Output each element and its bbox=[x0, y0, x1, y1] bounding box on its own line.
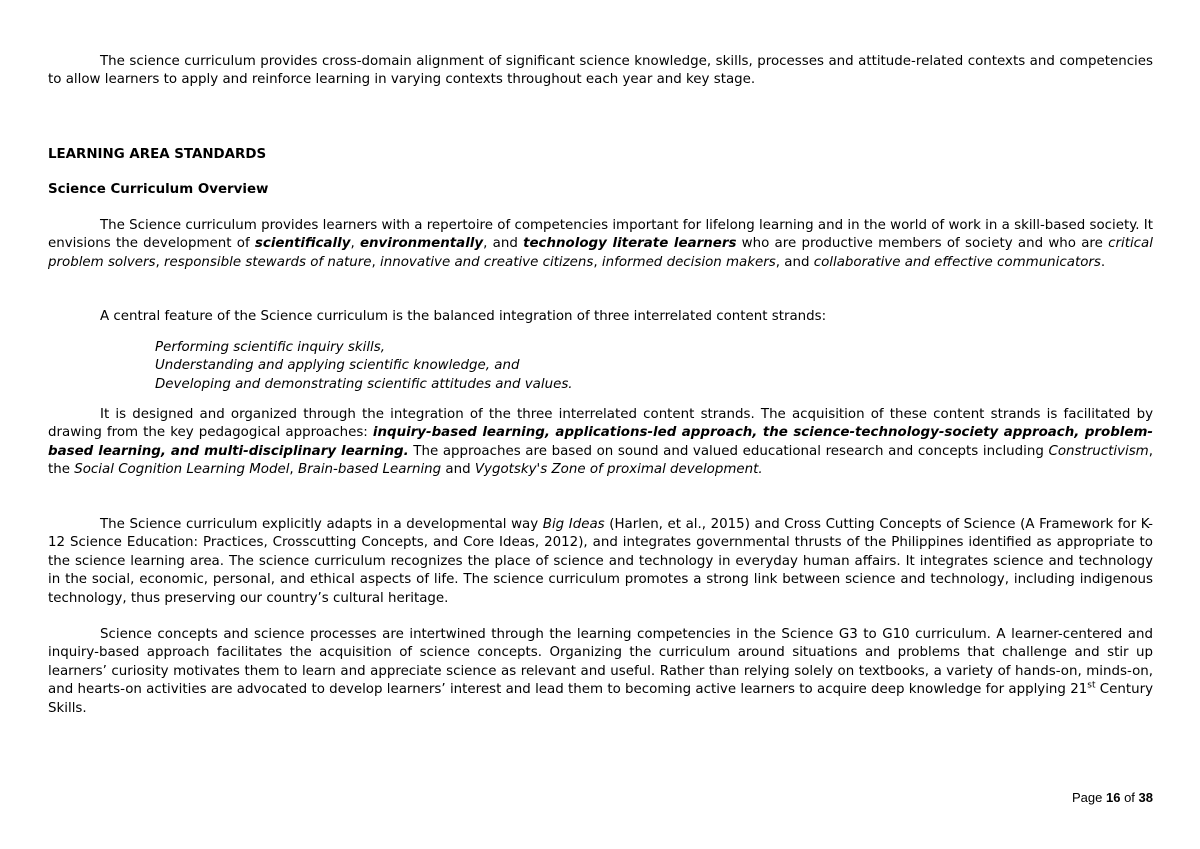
page-total: 38 bbox=[1138, 790, 1153, 805]
text-run: and bbox=[441, 462, 475, 478]
italic-constructivism: Constructivism bbox=[1048, 443, 1149, 459]
text-run: . bbox=[1100, 254, 1106, 270]
emphasis-technology-literate: technology literate learners bbox=[523, 236, 737, 252]
page-current: 16 bbox=[1105, 790, 1121, 805]
document-page bbox=[48, 0, 1153, 849]
text-run: The Science curriculum explicitly adapts in a developmental way bbox=[100, 517, 543, 532]
text-run: The approaches are based on sound and valued educational research and concepts including bbox=[408, 443, 1049, 459]
pedagogical-approaches-paragraph bbox=[48, 406, 1153, 480]
italic-big-ideas: Big Ideas bbox=[542, 517, 605, 532]
text-run: Century Skills. bbox=[48, 682, 1153, 716]
subsection-heading-curriculum-overview: Science Curriculum Overview bbox=[48, 182, 269, 197]
intro-paragraph: The science curriculum provides cross-domain alignment of significant science knowledge, skills, processes and attitude-related contexts and competencies to allow learners to apply and reinforce learning in varying contexts throughout each year and key stage. bbox=[48, 54, 1153, 88]
emphasis-scientifically: scientifically bbox=[254, 236, 351, 252]
text-run: It is designed and organized through the integration of the three interrelated content strands. The acquisition of these content strands is facilitated by drawing from the key pedagogical approaches: bbox=[48, 407, 1153, 441]
content-strands-list bbox=[155, 339, 573, 394]
italic-communicators: collaborative and effective communicators bbox=[813, 254, 1101, 270]
italic-decision-makers: informed decision makers bbox=[601, 254, 776, 270]
text-run: , and bbox=[775, 254, 814, 270]
italic-citizens: innovative and creative citizens bbox=[380, 254, 594, 270]
section-heading-learning-area-standards: LEARNING AREA STANDARDS bbox=[48, 147, 267, 162]
emphasis-environmentally: environmentally bbox=[359, 236, 484, 252]
big-ideas-paragraph bbox=[48, 516, 1153, 608]
italic-brain-based: Brain-based Learning bbox=[297, 462, 442, 478]
italic-problem-solvers: critical problem solvers bbox=[48, 236, 1153, 270]
page-prefix: Page bbox=[1072, 790, 1106, 805]
concepts-processes-paragraph bbox=[48, 626, 1153, 718]
emphasis-approaches: inquiry-based learning, applications-led approach, the science-technology-society approach, problem-based learning, and multi-disciplinary learning. bbox=[48, 425, 1153, 459]
page-middle: of bbox=[1120, 790, 1139, 805]
overview-paragraph bbox=[48, 217, 1153, 272]
strand-item: Understanding and applying scientific knowledge, and bbox=[155, 358, 520, 374]
text-run: who are productive members of society and who are bbox=[736, 236, 1109, 252]
strand-item: Performing scientific inquiry skills, bbox=[155, 340, 385, 355]
italic-social-cognition: Social Cognition Learning Model bbox=[74, 462, 290, 478]
text-run: The Science curriculum provides learners with a repertoire of competencies important for lifelong learning and in the world of work in a skill-based society. It envisions the development of bbox=[48, 218, 1153, 252]
text-run: , the bbox=[48, 443, 1153, 478]
text-run: , and bbox=[483, 236, 524, 252]
italic-vygotsky: Vygotsky's Zone of proximal development. bbox=[474, 462, 763, 478]
text-run: (Harlen, et al., 2015) and Cross Cutting Concepts of Science (A Framework for K-12 Science Education: Practices, Crosscutting Concepts, and Core Ideas, 2012), and integrates governmental thrusts of the Philippines identified as appropriate to the science learning area. The science curriculum recognizes the place of science and technology in everyday human affairs. It integrates science and technology in the social, economic, personal, and ethical aspects of life. The science curriculum promotes a strong link between science and technology, including indigenous technology, thus preserving our country’s cultural heritage. bbox=[48, 517, 1153, 606]
text-run: , bbox=[289, 462, 298, 478]
strands-intro-paragraph: A central feature of the Science curriculum is the balanced integration of three interrelated content strands: bbox=[100, 309, 827, 324]
text-run: Science concepts and science processes are intertwined through the learning competencies in the Science G3 to G10 curriculum. A learner-centered and inquiry-based approach facilitates the acquisition of science concepts. Organizing the curriculum around situations and problems that challenge and stir up learners’ curiosity motivates them to learn and appreciate science as relevant and useful. Rather than relying solely on textbooks, a variety of hands-on, minds-on, and hearts-on activities are advocated to develop learners’ interest and lead them to becoming active learners to acquire deep knowledge for applying 21 bbox=[48, 627, 1153, 698]
superscript-st: st bbox=[1087, 680, 1096, 691]
italic-stewards: responsible stewards of nature bbox=[164, 254, 372, 270]
text-run: , bbox=[155, 254, 165, 270]
text-run: , bbox=[593, 254, 602, 270]
text-run: , bbox=[350, 236, 360, 252]
strand-item: Developing and demonstrating scientific attitudes and values. bbox=[155, 376, 573, 392]
text-run: , bbox=[371, 254, 381, 270]
page-number bbox=[1072, 789, 1153, 807]
